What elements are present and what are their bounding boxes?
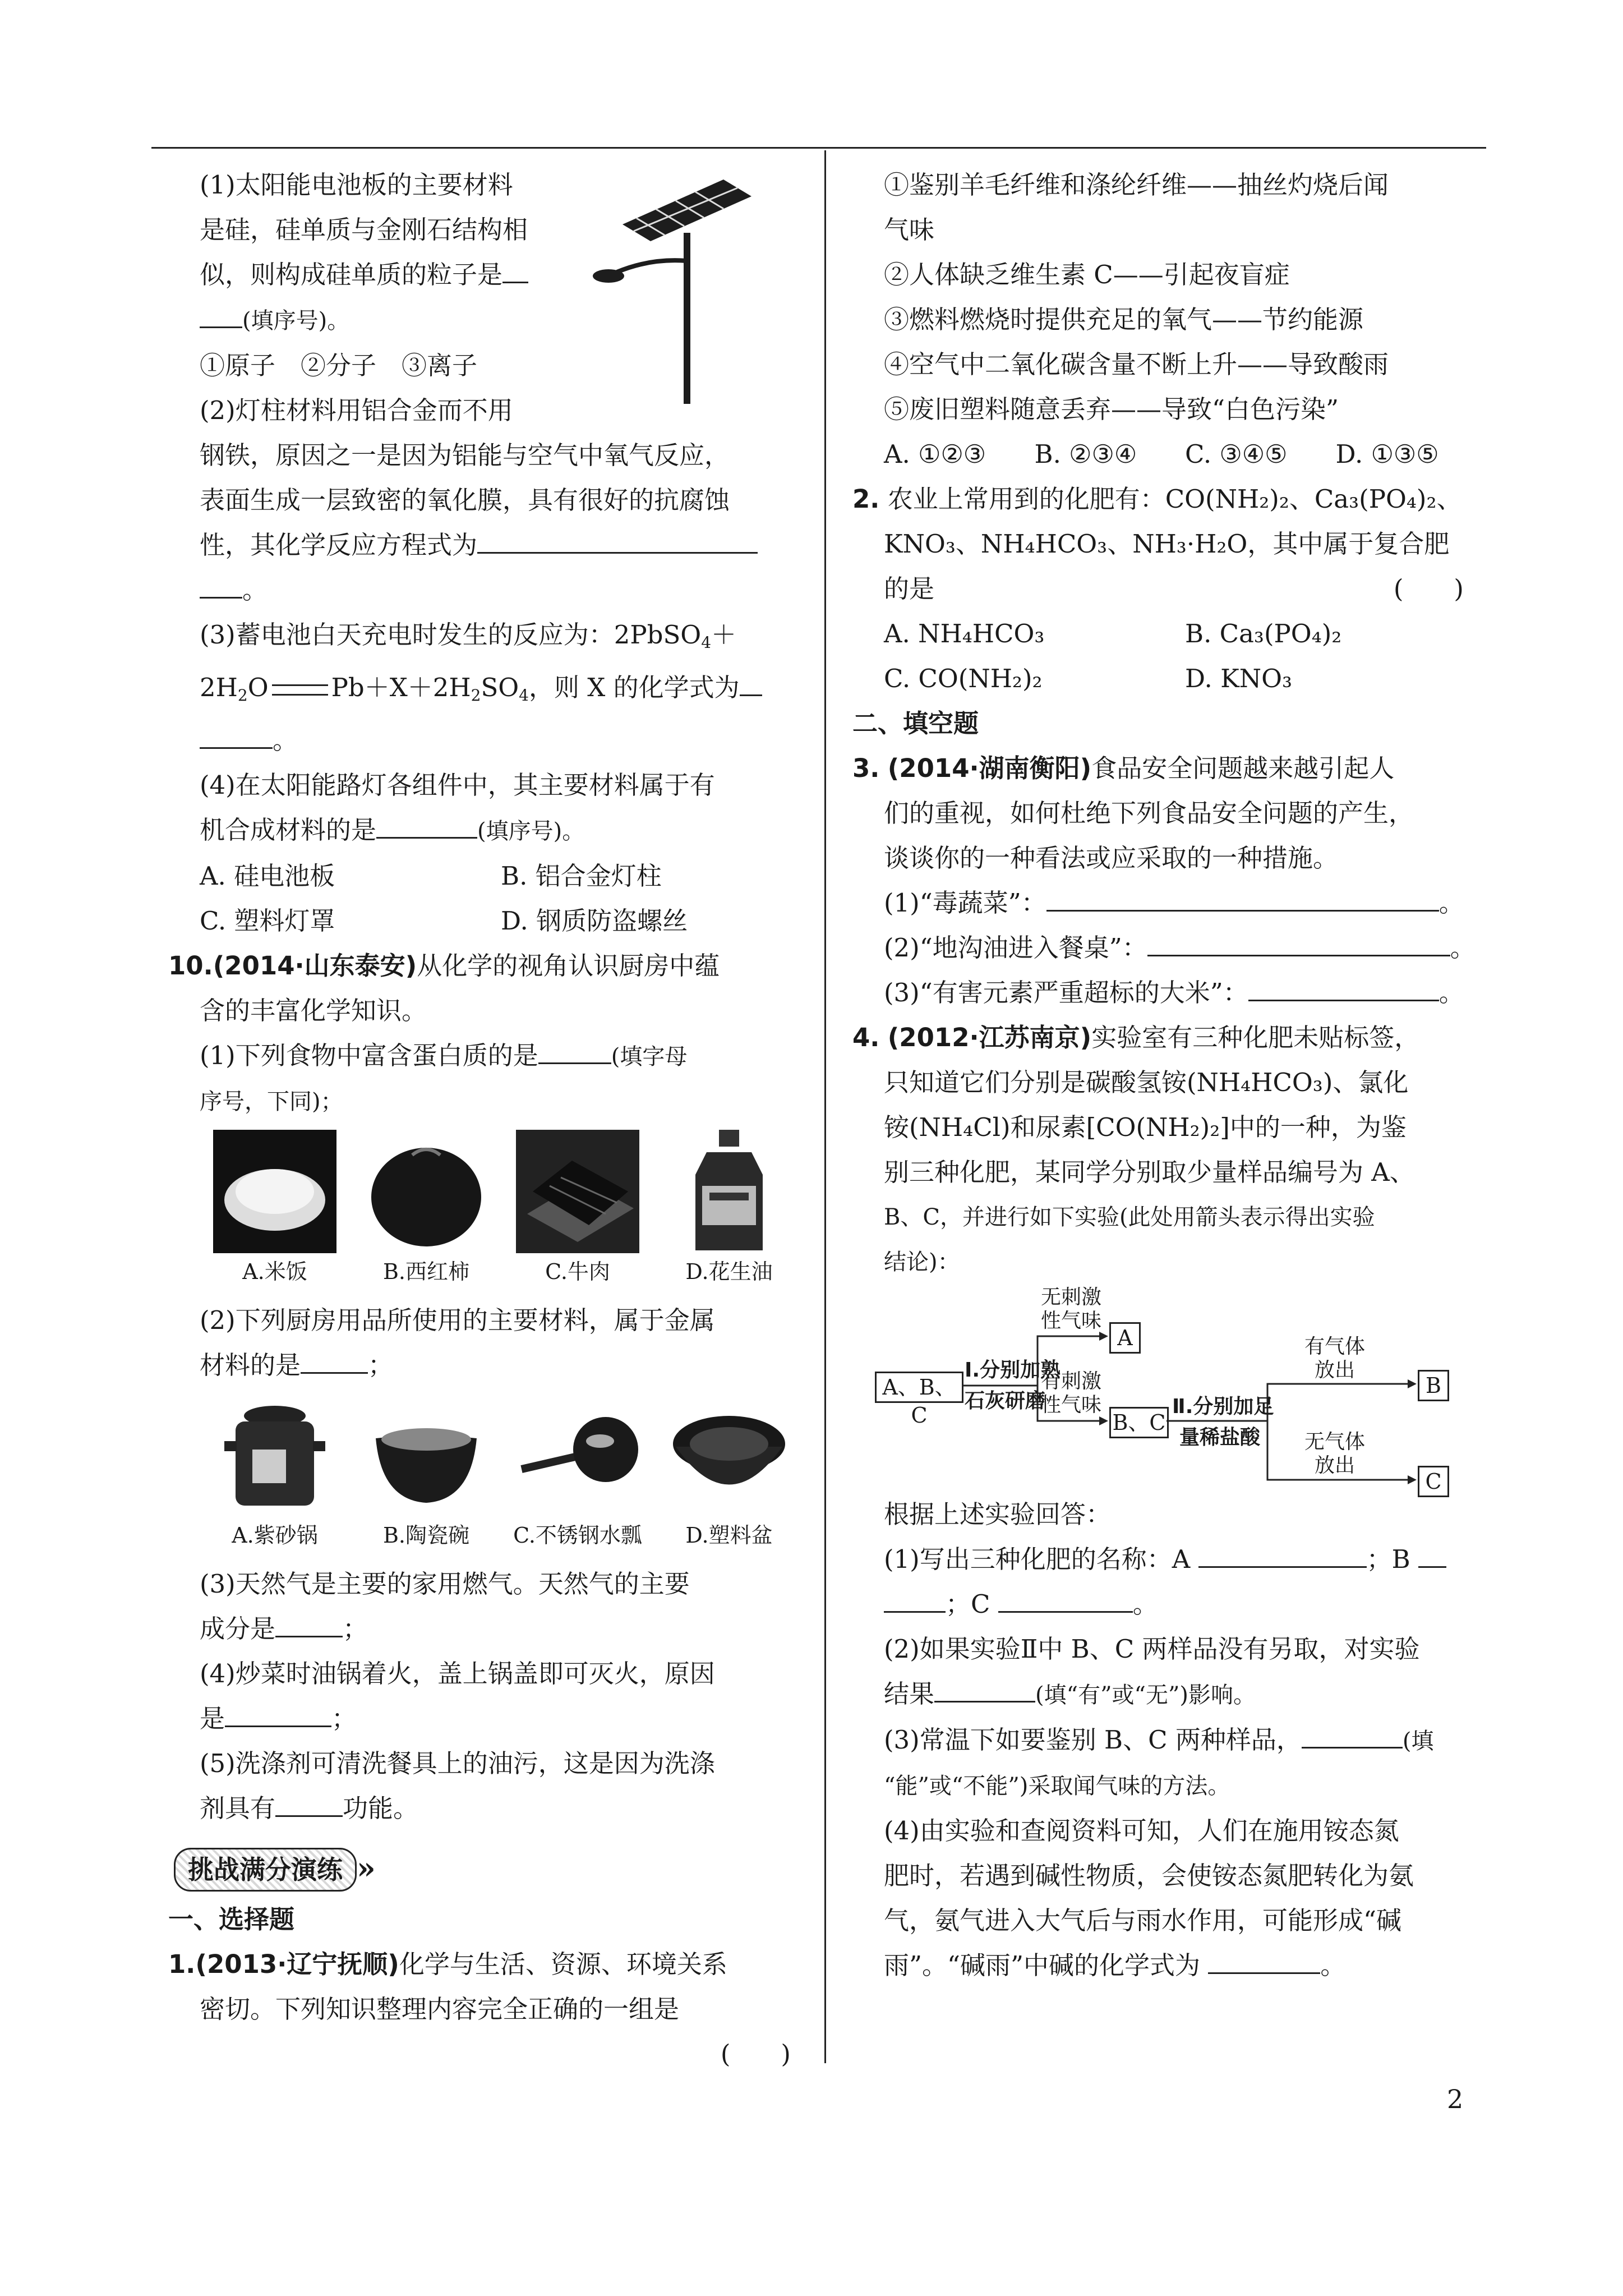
q4-part3: (3)常温下如要鉴别 B、C 两种样品，	[884, 1725, 1302, 1755]
punctuation: 。	[1320, 1950, 1346, 1980]
punctuation: ；	[343, 1614, 368, 1644]
question-text: 含的丰富化学知识。	[200, 996, 427, 1025]
right-column	[852, 163, 1486, 1988]
header-rule	[151, 147, 1486, 149]
question-text: 农业上常用到的化肥有：CO(NH₂)₂、Ca₃(PO₄)₂、	[887, 484, 1462, 514]
q10-part5: 剂具有	[200, 1793, 276, 1823]
punctuation: 。	[1450, 933, 1476, 963]
flow-label: 性气味	[1040, 1393, 1101, 1416]
double-equals-sign	[272, 684, 328, 696]
flow-box-a: A	[1109, 1322, 1141, 1354]
question-text: KNO₃、NH₄HCO₃、NH₃·H₂O，其中属于复合肥	[884, 529, 1450, 559]
answer-blank[interactable]	[740, 665, 762, 696]
ware-caption: D.塑料盆	[685, 1523, 773, 1548]
q9-choices: ①原子 ②分子 ③离子	[200, 351, 478, 380]
food-images	[213, 1130, 802, 1298]
option-c[interactable]: C. CO(NH₂)₂	[884, 664, 1043, 693]
option-b[interactable]: B. 铝合金灯柱	[501, 861, 662, 891]
q10-part5: 功能。	[343, 1793, 419, 1823]
punctuation: 。	[242, 575, 268, 605]
flow-label: 有气体	[1304, 1335, 1365, 1358]
q4-part4: 雨”。“碱雨”中碱的化学式为	[884, 1950, 1201, 1980]
flow-step2-label: Ⅱ.分别加足	[1172, 1395, 1274, 1418]
question-text: 食品安全问题越来越引起人	[1091, 753, 1395, 783]
flow-box-bc: B、C	[1109, 1407, 1169, 1438]
flow-label: 无气体	[1304, 1430, 1365, 1453]
option-c[interactable]: C. 塑料灯罩	[200, 906, 335, 936]
fill-instruction: (填序号)。	[242, 308, 350, 334]
answer-paren[interactable]: ( )	[1393, 574, 1464, 604]
equation-blank[interactable]	[200, 568, 242, 599]
flow-label: 有刺激	[1040, 1370, 1101, 1393]
q9-part1-line: (1)太阳能电池板的主要材料	[200, 170, 513, 200]
fill-instruction: “能”或“不能”)采取闻气味的方法。	[884, 1773, 1230, 1799]
answer-blank[interactable]	[538, 1033, 611, 1064]
question-text: B、C，并进行如下实验(此处用箭头表示得出实验	[884, 1204, 1375, 1230]
option-a[interactable]: A. ①②③	[884, 439, 986, 469]
page-number: 2	[1447, 2084, 1464, 2114]
answer-blank[interactable]	[1147, 926, 1450, 956]
fill-instruction: (填“有”或“无”)影响。	[1035, 1682, 1256, 1708]
answer-paren[interactable]: ( )	[720, 2039, 791, 2069]
flow-box-c: C	[1418, 1466, 1449, 1497]
punctuation: 。	[1438, 888, 1464, 918]
q1-statement: ①鉴别羊毛纤维和涤纶纤维——抽丝灼烧后闻	[884, 170, 1389, 200]
subscript: 4	[701, 633, 712, 652]
answer-blank[interactable]	[275, 1607, 343, 1637]
subscript: 2	[237, 686, 248, 705]
answer-blank[interactable]	[200, 297, 242, 328]
source-tag: (2014·湖南衡阳)	[887, 753, 1092, 783]
option-b[interactable]: B. Ca₃(PO₄)₂	[1185, 619, 1342, 648]
q10-part2: 材料的是	[200, 1350, 301, 1380]
punctuation: 。	[273, 725, 298, 755]
q4-part1: ；C	[946, 1589, 990, 1619]
q1-statement: 气味	[884, 215, 935, 245]
question-text: 从化学的视角认识厨房中蕴	[417, 951, 720, 981]
q9-options	[168, 899, 802, 944]
fill-instruction: (填	[1402, 1728, 1434, 1754]
flow-label: 性气味	[1040, 1309, 1101, 1332]
answer-blank[interactable]	[275, 1786, 343, 1817]
question-number: 3.	[852, 753, 880, 783]
answer-blank[interactable]	[502, 252, 528, 283]
subscript: 2	[471, 686, 481, 705]
question-text: 结论)：	[884, 1249, 960, 1275]
answer-blank[interactable]	[1418, 1537, 1446, 1568]
formula: 2H	[200, 673, 238, 702]
ware-caption: C.不锈钢水瓢	[513, 1523, 642, 1548]
q2-options	[852, 656, 1486, 701]
food-caption: D.花生油	[685, 1259, 773, 1284]
banner-arrow-icon: »	[357, 1850, 376, 1886]
punctuation: 。	[1438, 978, 1464, 1007]
q10-part1: (1)下列食物中富含蛋白质的是	[200, 1041, 538, 1070]
q4-part4: 气，氨气进入大气后与雨水作用，可能形成“碱	[884, 1906, 1402, 1935]
flow-step1-label: Ⅰ.分别加熟	[965, 1359, 1061, 1382]
fill-instruction: (填字母	[611, 1044, 688, 1070]
q3-part3: (3)“有害元素严重超标的大米”：	[884, 978, 1248, 1007]
question-number: 10.	[168, 951, 213, 981]
option-a[interactable]: A. 硅电池板	[200, 861, 335, 891]
question-text: 密切。下列知识整理内容完全正确的一组是	[200, 1994, 680, 2024]
q9-part1-line: 是硅，硅单质与金刚石结构相	[200, 215, 528, 245]
beef-image	[516, 1130, 639, 1253]
answer-blank[interactable]	[998, 1582, 1133, 1613]
option-c[interactable]: C. ③④⑤	[1185, 439, 1288, 469]
answer-blank[interactable]	[1208, 1943, 1320, 1974]
ware-caption: B.陶瓷碗	[382, 1523, 469, 1548]
formula: Pb＋X＋2H	[331, 673, 471, 702]
question-text: 别三种化肥，某同学分别取少量样品编号为 A、	[884, 1157, 1415, 1187]
option-d[interactable]: D. 钢质防盗螺丝	[501, 906, 688, 936]
q4-part2: 结果	[884, 1679, 935, 1709]
subscript: 4	[519, 686, 529, 705]
flow-box-b: B	[1418, 1370, 1449, 1401]
q10-part2: (2)下列厨房用品所使用的主要材料，属于金属	[200, 1305, 715, 1335]
q4-part1: ；B	[1366, 1544, 1410, 1574]
q4-part4: (4)由实验和查阅资料可知，人们在施用铵态氮	[884, 1816, 1399, 1846]
kitchenware-images	[213, 1393, 802, 1562]
steel-ladle-image	[516, 1393, 639, 1517]
section-heading: 一、选择题	[168, 1904, 295, 1934]
plastic-basin-image	[667, 1393, 791, 1517]
rice-image	[213, 1130, 336, 1253]
q4-part2: (2)如果实验Ⅱ中 B、C 两样品没有另取，对实验	[884, 1634, 1420, 1664]
option-d[interactable]: D. ①③⑤	[1335, 439, 1439, 469]
question-text: 只知道它们分别是碳酸氢铵(NH₄HCO₃)、氯化	[884, 1068, 1409, 1097]
answer-blank[interactable]	[1248, 970, 1439, 1001]
flow-label: 放出	[1314, 1359, 1355, 1382]
source-tag: (2014·山东泰安)	[213, 951, 417, 981]
flow-box-samples: A、B、C	[875, 1372, 963, 1403]
q9-part3-line: ，则 X 的化学式为	[529, 673, 740, 702]
answer-blank[interactable]	[200, 718, 273, 749]
tomato-image	[365, 1130, 488, 1253]
flow-step2-label: 量稀盐酸	[1179, 1426, 1260, 1449]
answer-blank[interactable]	[301, 1343, 368, 1374]
q9-part4-line: 机合成材料的是	[200, 815, 377, 845]
flow-step1-label: 石灰研磨	[965, 1389, 1046, 1412]
punctuation: ；	[331, 1704, 357, 1733]
q9-part2-line: (2)灯柱材料用铝合金而不用	[200, 395, 513, 425]
answer-blank[interactable]	[1302, 1718, 1403, 1749]
q9-part3-line: (3)蓄电池白天充电时发生的反应为：2PbSO	[200, 620, 702, 650]
q10-part3: (3)天然气是主要的家用燃气。天然气的主要	[200, 1569, 690, 1599]
column-divider	[824, 150, 826, 2063]
source-tag: (2013·辽宁抚顺)	[195, 1949, 399, 1979]
question-number: 4.	[852, 1023, 880, 1052]
q4-part1: (1)写出三种化肥的名称：A	[884, 1544, 1191, 1574]
option-a[interactable]: A. NH₄HCO₃	[884, 619, 1045, 648]
flow-label: 无刺激	[1040, 1286, 1101, 1309]
q3-part1: (1)“毒蔬菜”：	[884, 888, 1046, 918]
source-tag: (2012·江苏南京)	[887, 1023, 1092, 1052]
q1-statement: ⑤废旧塑料随意丢弃——导致“白色污染”	[884, 394, 1339, 424]
clay-pot-image	[213, 1393, 336, 1517]
q9-part2-line: 性，其化学反应方程式为	[200, 530, 478, 560]
answer-blank[interactable]	[376, 808, 477, 839]
q1-options	[852, 432, 1486, 477]
q10-part4: (4)炒菜时油锅着火，盖上锅盖即可灭火，原因	[200, 1659, 715, 1688]
q4-part4: 肥时，若遇到碱性物质，会使铵态氮肥转化为氨	[884, 1861, 1414, 1890]
ceramic-bowl-image	[365, 1393, 488, 1517]
question-number: 2.	[852, 484, 880, 514]
q9-part1-line: 似，则构成硅单质的粒子是	[200, 260, 503, 289]
answer-blank[interactable]	[934, 1672, 1035, 1703]
food-caption: B.西红柿	[382, 1259, 469, 1284]
peanut-oil-image	[667, 1130, 791, 1253]
q4-prompt: 根据上述实验回答：	[884, 1499, 1112, 1529]
question-text: 们的重视，如何杜绝下列食品安全问题的产生，	[884, 798, 1414, 828]
q3-part2: (2)“地沟油进入餐桌”：	[884, 933, 1147, 963]
answer-blank[interactable]	[1046, 881, 1439, 912]
experiment-flowchart	[852, 1285, 1486, 1492]
punctuation: ；	[368, 1350, 394, 1380]
q10-part5: (5)洗涤剂可清洗餐具上的油污，这是因为洗涤	[200, 1749, 715, 1778]
fill-instruction: (填序号)。	[477, 818, 585, 844]
question-text: 实验室有三种化肥未贴标签，	[1091, 1023, 1420, 1052]
answer-blank[interactable]	[884, 1582, 946, 1613]
section-banner: 挑战满分演练	[174, 1848, 357, 1892]
q9-options	[168, 854, 802, 899]
q1-statement: ②人体缺乏维生素 C——引起夜盲症	[884, 260, 1290, 289]
q1-statement: ③燃料燃烧时提供充足的氧气——节约能源	[884, 305, 1364, 334]
punctuation: 。	[1132, 1589, 1158, 1619]
q9-part4-line: (4)在太阳能路灯各组件中，其主要材料属于有	[200, 770, 715, 800]
ware-caption: A.紫砂锅	[232, 1523, 318, 1548]
question-text: 的是	[884, 574, 935, 604]
question-number: 1.	[168, 1949, 196, 1979]
flow-label: 放出	[1314, 1454, 1355, 1477]
question-text: 铵(NH₄Cl)和尿素[CO(NH₂)₂]中的一种，为鉴	[884, 1112, 1407, 1142]
formula: SO	[481, 673, 519, 702]
formula: O	[247, 673, 269, 702]
question-text: 化学与生活、资源、环境关系	[399, 1949, 727, 1979]
equation-blank[interactable]	[477, 523, 758, 554]
answer-blank[interactable]	[225, 1696, 331, 1727]
answer-blank[interactable]	[1198, 1537, 1367, 1568]
food-caption: A.米饭	[242, 1259, 307, 1284]
option-d[interactable]: D. KNO₃	[1185, 664, 1293, 693]
option-b[interactable]: B. ②③④	[1034, 439, 1137, 469]
q10-part4: 是	[200, 1704, 225, 1733]
food-caption: C.牛肉	[545, 1259, 610, 1284]
left-column	[168, 163, 802, 2077]
question-text: 谈谈你的一种看法或应采取的一种措施。	[884, 843, 1339, 873]
fill-instruction: 序号，下同)；	[200, 1089, 343, 1115]
q1-statement: ④空气中二氧化碳含量不断上升——导致酸雨	[884, 349, 1389, 379]
q9-part2-line: 钢铁，原因之一是因为铝能与空气中氧气反应，	[200, 440, 730, 470]
section-heading: 二、填空题	[852, 708, 979, 738]
q9-part2-line: 表面生成一层致密的氧化膜，具有很好的抗腐蚀	[200, 485, 730, 515]
q2-options	[852, 611, 1486, 656]
plus-sign: ＋	[711, 620, 737, 650]
q10-part3: 成分是	[200, 1614, 276, 1644]
